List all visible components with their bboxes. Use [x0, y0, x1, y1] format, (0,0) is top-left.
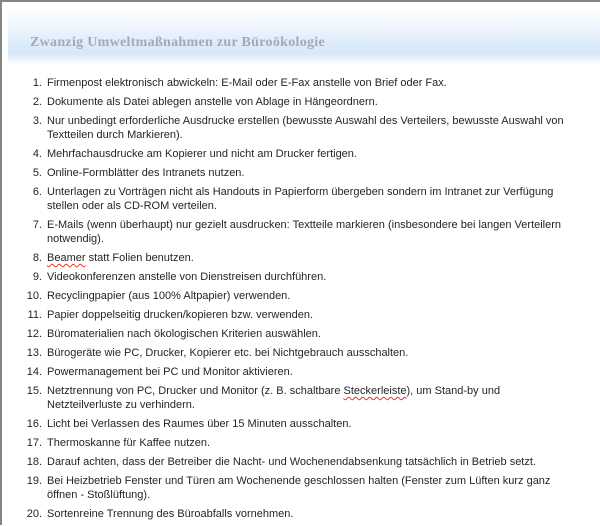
list-item [0, 455, 575, 469]
text-run: Mehrfachausdrucke am Kopierer und nicht am Drucker fertigen. [47, 148, 357, 160]
text-run: Netztrennung von PC, Drucker und Monitor (z. B. schaltbare [47, 385, 344, 397]
list-item [0, 251, 575, 265]
item-text [47, 437, 210, 449]
list-item [0, 346, 575, 360]
text-run: E-Mails (wenn überhaupt) nur gezielt ausdrucken: Textteile markieren (insbesondere bei langen Verteilern notwendig). [47, 219, 562, 245]
list-item [0, 185, 575, 213]
item-number: 12. [26, 328, 42, 340]
item-text [47, 347, 408, 359]
list-item [0, 384, 575, 412]
text-run: Videokonferenzen anstelle von Dienstreisen durchführen. [47, 271, 327, 283]
item-number: 7. [32, 219, 42, 231]
item-number: 13. [26, 347, 42, 359]
text-run: Firmenpost elektronisch abwickeln: E-Mail oder E-Fax anstelle von Brief oder Fax. [47, 77, 447, 89]
text-run: Büromaterialien nach ökologischen Kriterien auswählen. [47, 328, 321, 340]
item-text [47, 366, 293, 378]
list-item [0, 166, 575, 180]
item-text [47, 77, 447, 89]
item-text [47, 456, 536, 468]
item-number: 8. [32, 252, 42, 264]
text-run: Dokumente als Datei ablegen anstelle von Ablage in Hängeordnern. [47, 96, 378, 108]
item-number: 9. [32, 271, 42, 283]
item-text [47, 167, 244, 179]
document-header [8, 8, 600, 64]
list-item [0, 474, 575, 502]
item-text [47, 475, 550, 501]
list-item [0, 308, 575, 322]
item-number: 5. [32, 167, 42, 179]
text-run: Bürogeräte wie PC, Drucker, Kopierer etc. bei Nichtgebrauch ausschalten. [47, 347, 409, 359]
item-number: 20. [26, 508, 42, 520]
text-run: Nur unbedingt erforderliche Ausdrucke erstellen (bewusste Auswahl des Verteilers, bewusste Auswahl von Textteilen durch Markieren). [47, 115, 564, 141]
list-item [0, 417, 575, 431]
text-run: Powermanagement bei PC und Monitor aktivieren. [47, 366, 293, 378]
list-item [0, 147, 575, 161]
text-run: Papier doppelseitig drucken/kopieren bzw. verwenden. [47, 309, 313, 321]
item-number: 18. [26, 456, 42, 468]
item-text [47, 328, 321, 340]
item-number: 16. [26, 418, 42, 430]
item-number: 19. [26, 475, 42, 487]
item-number: 17. [26, 437, 42, 449]
item-number: 6. [32, 186, 42, 198]
item-text [47, 271, 326, 283]
item-number: 14. [26, 366, 42, 378]
text-run: Recyclingpapier (aus 100% Altpapier) verwenden. [47, 290, 291, 302]
list-item [0, 507, 575, 521]
item-text [47, 508, 293, 520]
item-text [47, 96, 378, 108]
item-number: 10. [26, 290, 42, 302]
item-text [47, 186, 553, 212]
item-number: 15. [26, 385, 42, 397]
document-body [0, 76, 600, 526]
text-run: ), um Stand-by und Netzteilverluste zu verhindern. [47, 385, 501, 411]
list-item [0, 114, 575, 142]
list-item [0, 270, 575, 284]
list-item [0, 218, 575, 246]
list-item [0, 76, 575, 90]
item-text [47, 309, 313, 321]
item-text [47, 115, 564, 141]
text-run: Unterlagen zu Vorträgen nicht als Handouts in Papierform übergeben sondern im Intranet zur Verfügung stellen oder als CD-ROM verteilen. [47, 186, 554, 212]
list-item [0, 436, 575, 450]
item-number: 3. [32, 115, 42, 127]
list-item [0, 289, 575, 303]
text-run: Bei Heizbetrieb Fenster und Türen am Wochenende geschlossen halten (Fenster zum Lüften kurz ganz öffnen - Stoßlüftung). [47, 475, 551, 501]
list-item [0, 95, 575, 109]
item-text [47, 385, 500, 411]
list-item [0, 327, 575, 341]
item-number: 2. [32, 96, 42, 108]
list-item [0, 365, 575, 379]
misspelled-word: Steckerleiste [343, 385, 407, 397]
item-text [47, 418, 352, 430]
text-run: Darauf achten, dass der Betreiber die Nacht- und Wochenendabsenkung tatsächlich in Betrieb setzt. [47, 456, 536, 468]
misspelled-word: Beamer [47, 252, 86, 264]
text-run: Online-Formblätter des Intranets nutzen. [47, 167, 245, 179]
item-text [47, 219, 561, 245]
text-run: Sortenreine Trennung des Büroabfalls vornehmen. [47, 508, 294, 520]
page-title: Zwanzig Umweltmaßnahmen zur Büroökologie [30, 35, 325, 50]
item-number: 1. [32, 77, 42, 89]
item-text [47, 252, 194, 264]
item-text [47, 290, 290, 302]
text-run: Licht bei Verlassen des Raumes über 15 Minuten ausschalten. [47, 418, 352, 430]
item-number: 4. [32, 148, 42, 160]
item-text [47, 148, 357, 160]
text-run: Thermoskanne für Kaffee nutzen. [47, 437, 211, 449]
text-run: statt Folien benutzen. [85, 252, 194, 264]
item-number: 11. [27, 309, 42, 321]
measures-list [0, 76, 575, 521]
